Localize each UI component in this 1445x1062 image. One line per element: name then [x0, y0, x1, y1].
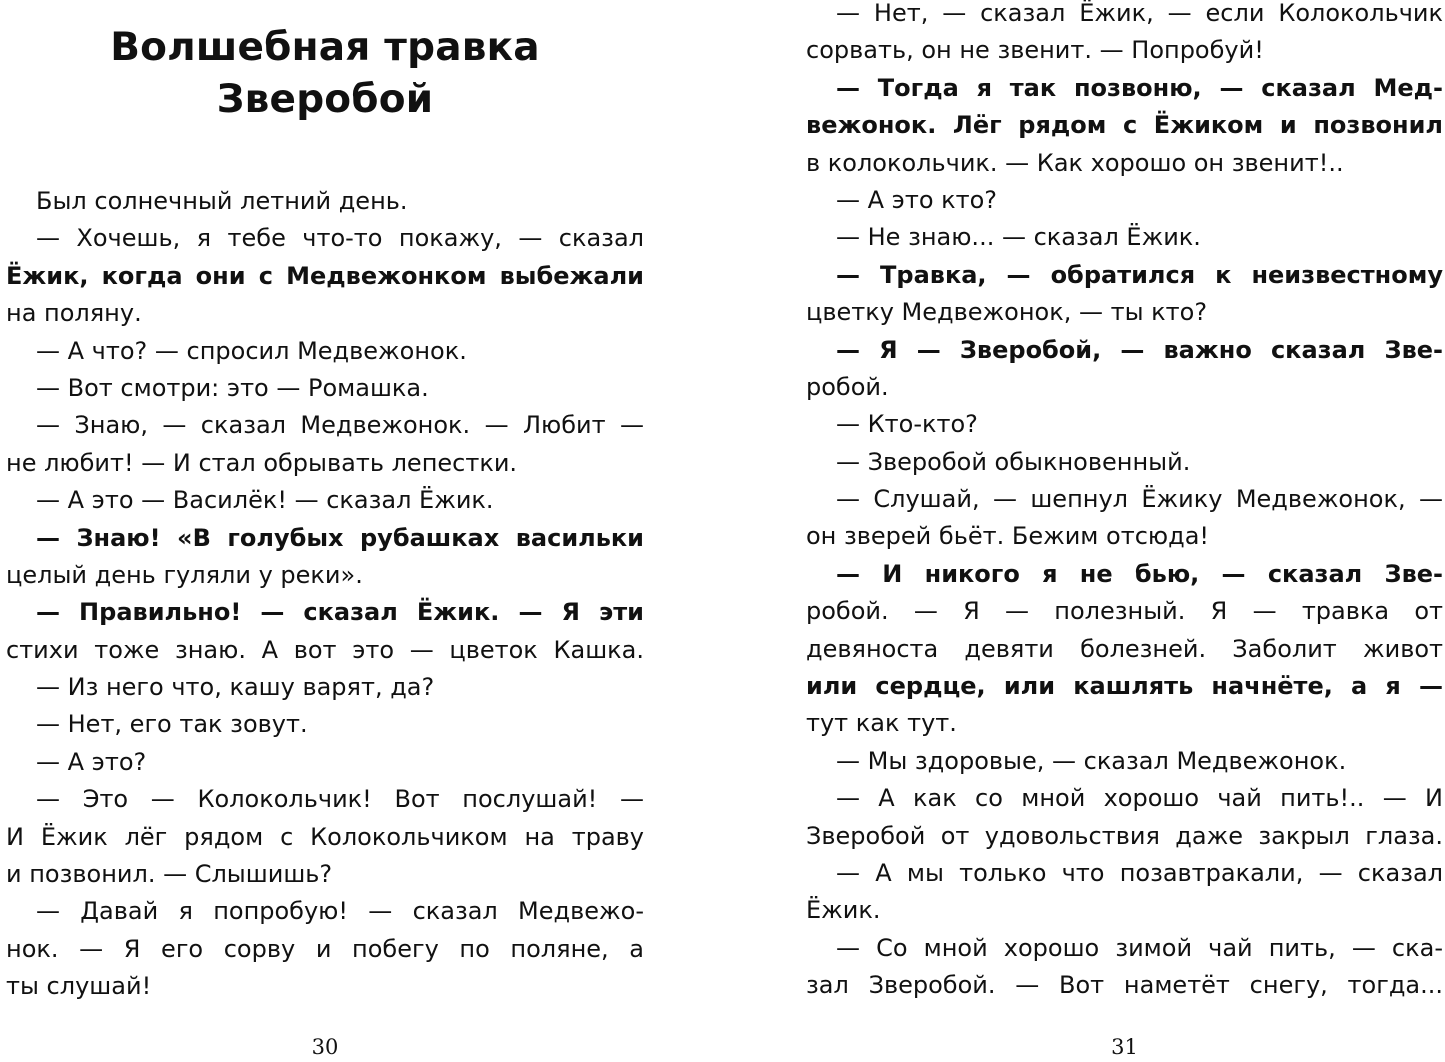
- text-line: — Вот смотри: это — Ромашка.: [36, 373, 429, 402]
- text-line: — Со мной хорошо зимой чай пить, — ска-: [836, 933, 1443, 962]
- text-line: он зверей бьёт. Бежим отсюда!: [806, 522, 1210, 551]
- text-line: робой. — Я — полезный. Я — травка от: [806, 597, 1443, 626]
- text-line: — Из него что, кашу варят, да?: [36, 673, 435, 702]
- text-line: — Давай я попробую! — сказал Медвежо-: [36, 897, 644, 926]
- story-title-line-2: Зверобой: [216, 77, 434, 122]
- left-page-text: [6, 183, 644, 1006]
- text-line: сорвать, он не звенит. — Попробуй!: [806, 36, 1264, 65]
- text-line: — А что? — спросил Медвежонок.: [36, 336, 467, 365]
- text-line: девяноста девяти болезней. Заболит живот: [806, 634, 1443, 663]
- text-line: — Нет, — сказал Ёжик, — если Колокольчик: [836, 0, 1443, 27]
- right-page: [806, 0, 1443, 1060]
- text-line: — Мы здоровые, — сказал Медвежонок.: [836, 746, 1347, 775]
- story-title: [6, 22, 644, 126]
- left-page: [6, 0, 644, 1060]
- text-line: И Ёжик лёг рядом с Колокольчиком на траву: [6, 822, 644, 851]
- text-line: — Это — Колокольчик! Вот послушай! —: [36, 785, 644, 814]
- text-line: цветку Медвежонок, — ты кто?: [806, 298, 1208, 327]
- text-line: — А мы только что позавтракали, — сказал: [836, 858, 1443, 887]
- right-page-text: [806, 0, 1443, 1005]
- text-line: — Правильно! — сказал Ёжик. — Я эти: [36, 598, 644, 627]
- text-line: — И никого я не бью, — сказал Зве-: [836, 559, 1443, 588]
- text-line: Ёжик.: [806, 896, 881, 925]
- text-line: — Хочешь, я тебе что-то покажу, — сказал: [36, 224, 644, 253]
- text-line: — Не знаю... — сказал Ёжик.: [836, 223, 1201, 252]
- text-line: стихи тоже знаю. А вот это — цветок Кашка.: [6, 635, 644, 664]
- text-line: — Нет, его так зовут.: [36, 710, 308, 739]
- text-line: — А это — Василёк! — сказал Ёжик.: [36, 486, 494, 515]
- text-line: — Тогда я так позвоню, — сказал Мед-: [836, 73, 1443, 102]
- text-line: Зверобой от удовольствия даже закрыл глаза.: [806, 821, 1443, 850]
- text-line: — А как со мной хорошо чай пить!.. — И: [836, 784, 1443, 813]
- text-line: нок. — Я его сорву и побегу по поляне, а: [6, 934, 644, 963]
- text-line: — Кто-кто?: [836, 410, 978, 439]
- text-line: — Слушай, — шепнул Ёжику Медвежонок, —: [836, 485, 1443, 514]
- text-line: тут как тут.: [806, 709, 957, 738]
- text-line: ты слушай!: [6, 972, 152, 1001]
- text-line: и позвонил. — Слышишь?: [6, 860, 333, 889]
- text-line: робой.: [806, 372, 889, 401]
- text-line: — Зверобой обыкновенный.: [836, 447, 1191, 476]
- text-line: вежонок. Лёг рядом с Ёжиком и позвонил: [806, 111, 1443, 140]
- text-line: — Я — Зверобой, — важно сказал Зве-: [836, 335, 1443, 364]
- text-line: — А это?: [36, 747, 147, 776]
- text-line: Был солнечный летний день.: [36, 187, 408, 215]
- text-line: — Знаю, — сказал Медвежонок. — Любит —: [36, 411, 644, 440]
- text-line: целый день гуляли у реки».: [6, 560, 363, 589]
- text-line: — А это кто?: [836, 185, 998, 214]
- story-title-line-1: Волшебная травка: [110, 25, 540, 70]
- text-line: не любит! — И стал обрывать лепестки.: [6, 448, 518, 477]
- text-line: зал Зверобой. — Вот наметёт снегу, тогда...: [806, 971, 1443, 1000]
- text-line: или сердце, или кашлять начнёте, а я —: [806, 672, 1443, 701]
- text-line: — Знаю! «В голубых рубашках васильки: [36, 523, 644, 552]
- text-line: в колокольчик. — Как хорошо он звенит!..: [806, 148, 1344, 177]
- text-line: Ёжик, когда они с Медвежонком выбежали: [6, 261, 644, 290]
- text-line: на поляну.: [6, 299, 142, 328]
- right-page-number: 31: [1111, 1035, 1138, 1059]
- left-page-number: 30: [311, 1035, 339, 1059]
- text-line: — Травка, — обратился к неизвестному: [836, 260, 1443, 289]
